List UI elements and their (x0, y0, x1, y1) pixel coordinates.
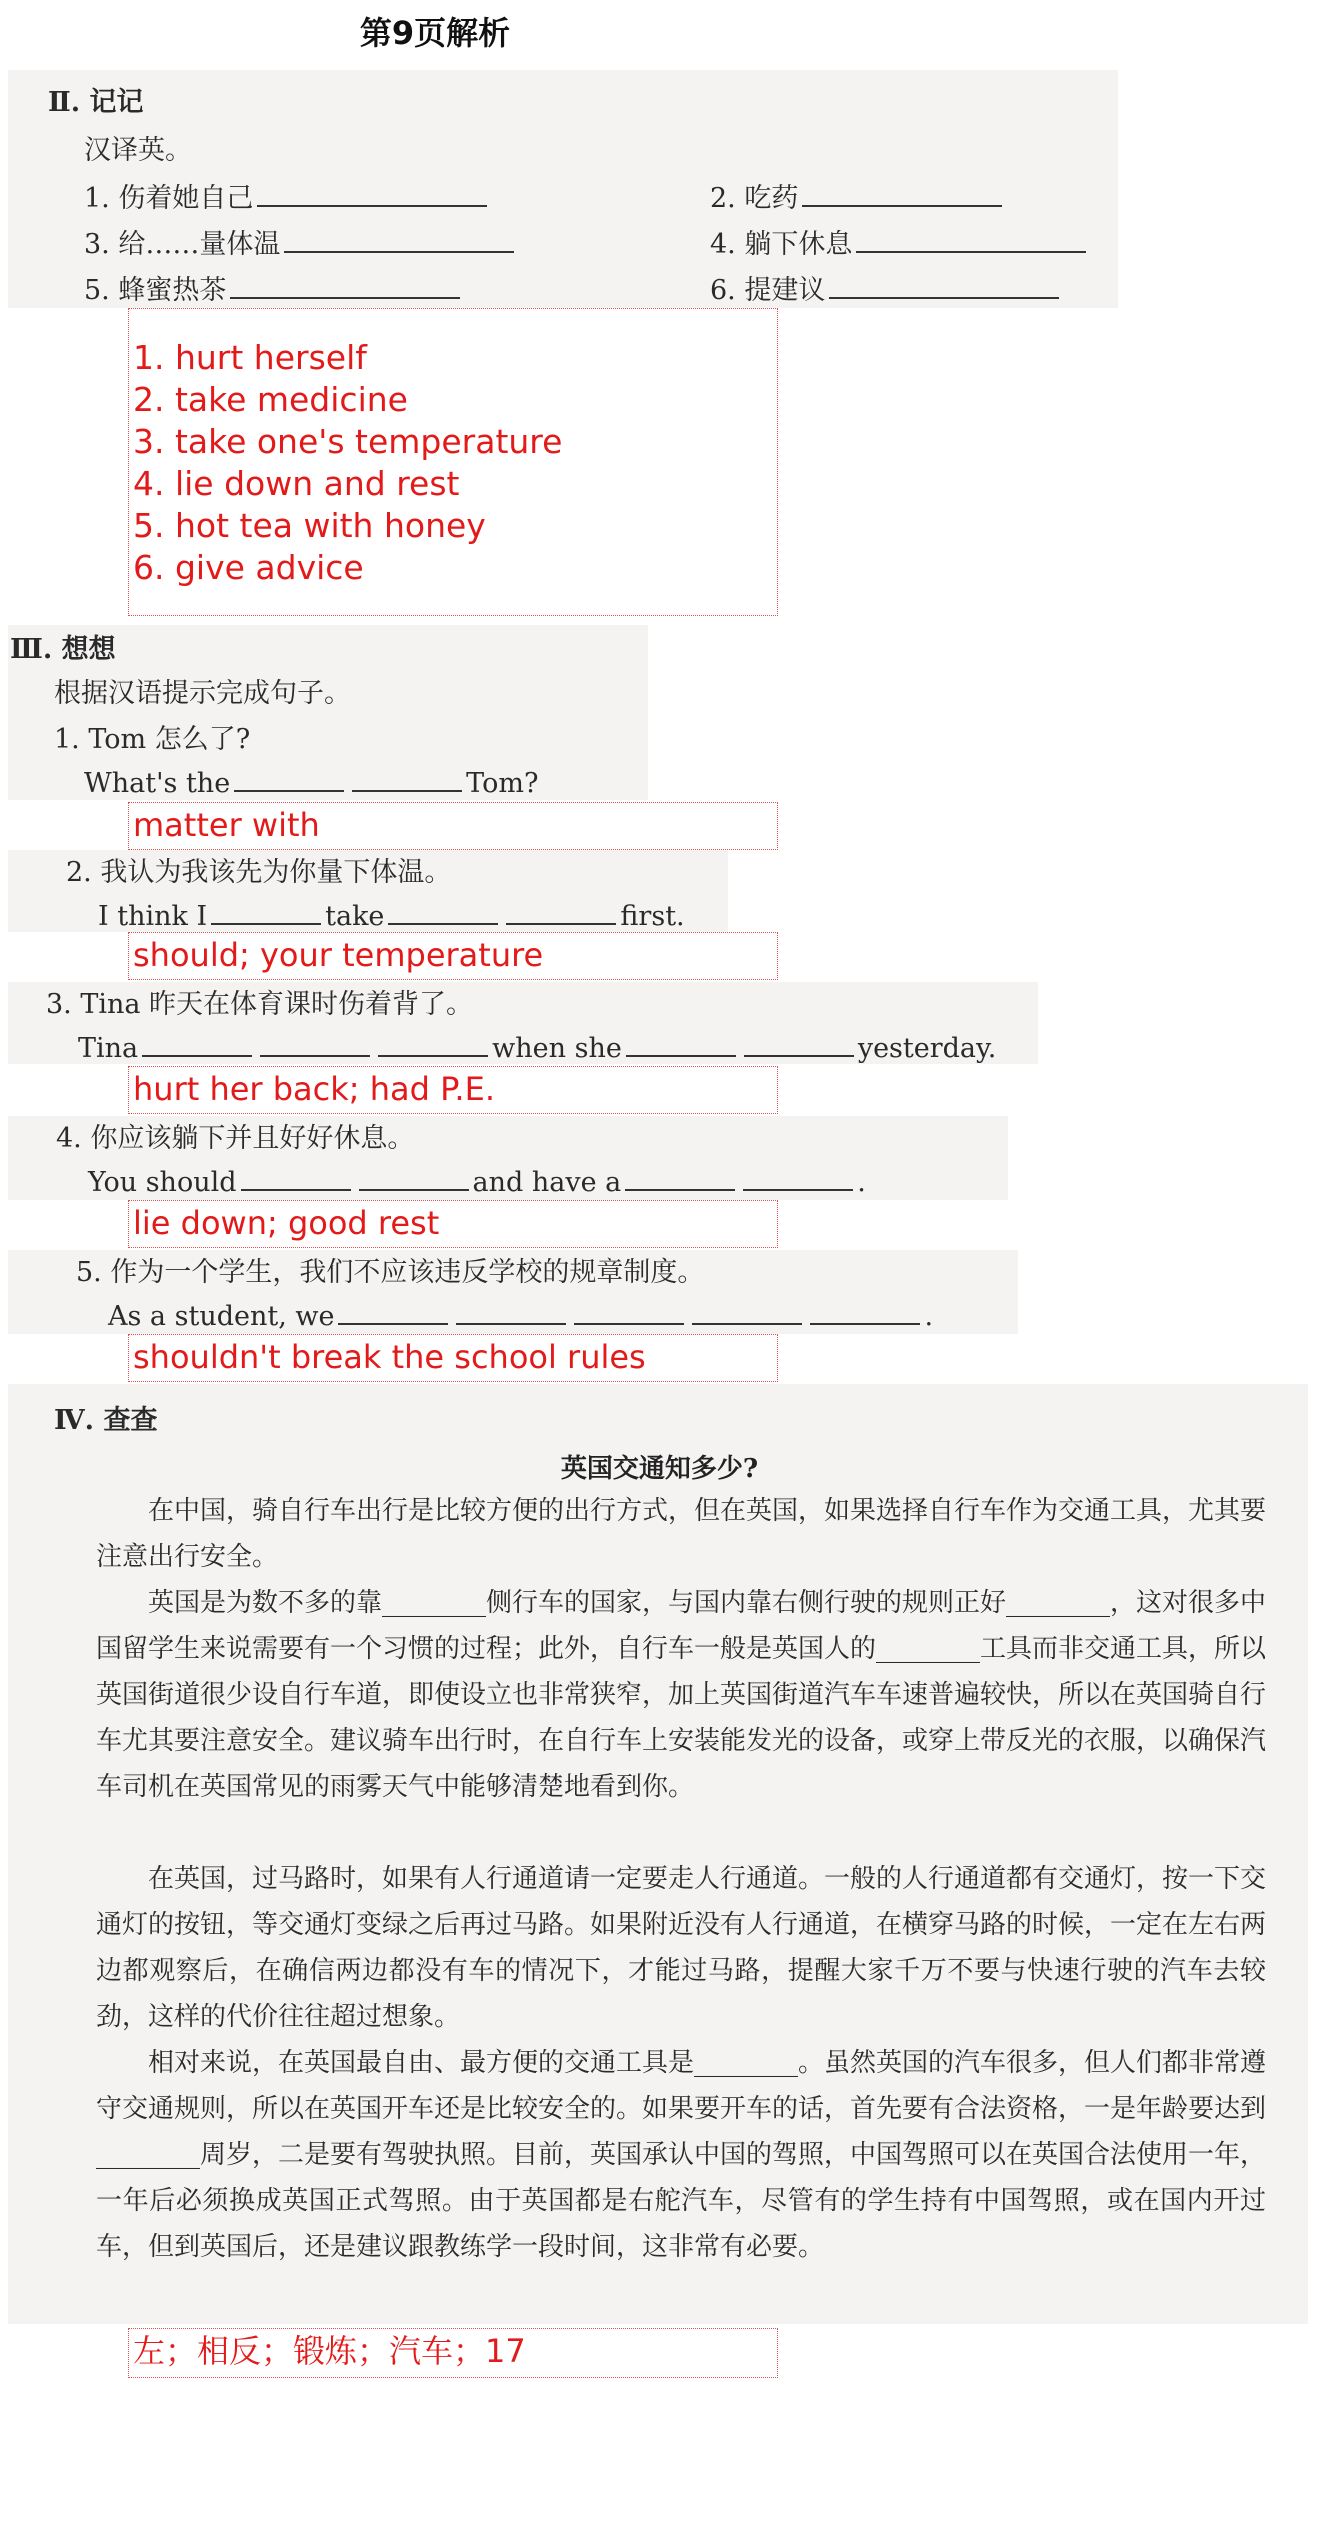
q2-answer: should; your temperature (133, 936, 544, 974)
answer-line-6: 6. give advice (133, 548, 364, 587)
vocab-item-6: 6. 提建议 (710, 268, 1063, 307)
section4-answer-box (128, 2328, 778, 2378)
q4-chinese: 4. 你应该躺下并且好好休息。 (56, 1123, 415, 1154)
section2-heading: Ⅱ. 记记 (48, 87, 144, 118)
q5-answer: shouldn't break the school rules (133, 1338, 646, 1376)
q1-chinese: 1. Tom 怎么了? (54, 724, 251, 755)
article-paragraph-4: 相对来说，在英国最自由、最方便的交通工具是________。虽然英国的汽车很多，但人们都非常遵守交通规则，所以在英国开车还是比较安全的。如果要开车的话，首先要有合法资格，一是年龄要达到________周岁，二是要有驾驶执照。目前，英国承认中国的驾照，中国驾照可以在英国合法使用一年，一年后必须换成英国正式驾照。由于英国都是右舵汽车，尽管有的学生持有中国驾照，或在国内开过车，但到英国后，还是建议跟教练学一段时间，这非常有必要。 (96, 2048, 1267, 2262)
q1-answer-box (128, 802, 778, 850)
section3-q1-scan (8, 625, 648, 800)
q2-chinese: 2. 我认为我该先为你量下体温。 (66, 857, 452, 888)
article-paragraph-3: 在英国，过马路时，如果有人行通道请一定要走人行通道。一般的人行通道都有交通灯，按一下交通灯的按钮，等交通灯变绿之后再过马路。如果附近没有人行通道，在横穿马路的时候，一定在左右两边都观察后，在确信两边都没有车的情况下，才能过马路，提醒大家千万不要与快速行驶的汽车去较劲，这样的代价往往超过想象。 (96, 1864, 1267, 2032)
section4-answer: 左；相反；锻炼；汽车；17 (133, 2332, 526, 2370)
section3-heading: Ⅲ. 想想 (10, 634, 116, 665)
q3-chinese: 3. Tina 昨天在体育课时伤着背了。 (46, 989, 474, 1020)
vocab-item-2: 2. 吃药 (710, 176, 1006, 215)
q2-english: I think I take first. (98, 896, 685, 932)
q5-chinese: 5. 作为一个学生，我们不应该违反学校的规章制度。 (76, 1257, 705, 1288)
q5-answer-box (128, 1334, 778, 1382)
section3-q2-scan (8, 850, 728, 932)
section3-q3-scan (8, 982, 1038, 1064)
answer-line-5: 5. hot tea with honey (133, 506, 486, 545)
section3-q4-scan (8, 1116, 1008, 1200)
vocab-item-4: 4. 躺下休息 (710, 222, 1090, 261)
q5-english: As a student, we . (108, 1296, 933, 1332)
vocab-item-3: 3. 给……量体温 (84, 222, 518, 261)
answer-line-1: 1. hurt herself (133, 338, 367, 377)
section3-q5-scan (8, 1250, 1018, 1334)
vocab-item-5: 5. 蜂蜜热茶 (84, 268, 464, 307)
q1-answer: matter with (133, 806, 320, 844)
article-paragraph-1: 在中国，骑自行车出行是比较方便的出行方式，但在英国，如果选择自行车作为交通工具，尤其要注意出行安全。 (96, 1496, 1267, 1572)
q4-answer: lie down; good rest (133, 1204, 440, 1242)
section2-scan (8, 70, 1118, 308)
section4-heading: Ⅳ. 查查 (54, 1405, 158, 1436)
q2-answer-box (128, 932, 778, 980)
q4-english: You should and have a . (88, 1162, 866, 1198)
q3-english: Tina when she yesterday. (78, 1028, 996, 1064)
page-title: 第9页解析 (359, 14, 511, 52)
article-paragraph-2: 英国是为数不多的靠________侧行车的国家，与国内靠右侧行驶的规则正好________，这对很多中国留学生来说需要有一个习惯的过程；此外，自行车一般是英国人的________工具而非交通工具，所以英国街道很少设自行车道，即使设立也非常狭窄，加上英国街道汽车车速普遍较快，所以在英国骑自行车尤其要注意安全。建议骑车出行时，在自行车上安装能发光的设备，或穿上带反光的衣服，以确保汽车司机在英国常见的雨雾天气中能够清楚地看到你。 (96, 1588, 1267, 1802)
answer-line-2: 2. take medicine (133, 380, 408, 419)
section2-instruction: 汉译英。 (84, 135, 192, 166)
q3-answer-box (128, 1066, 778, 1114)
section2-answer-box (128, 308, 778, 616)
q3-answer: hurt her back; had P.E. (133, 1070, 495, 1108)
vocab-item-1: 1. 伤着她自己 (84, 176, 491, 215)
article-title: 英国交通知多少? (560, 1454, 759, 1484)
answer-line-4: 4. lie down and rest (133, 464, 460, 503)
q1-english: What's the Tom? (84, 763, 538, 799)
section3-instruction: 根据汉语提示完成句子。 (54, 678, 351, 709)
q4-answer-box (128, 1200, 778, 1248)
answer-line-3: 3. take one's temperature (133, 422, 563, 461)
